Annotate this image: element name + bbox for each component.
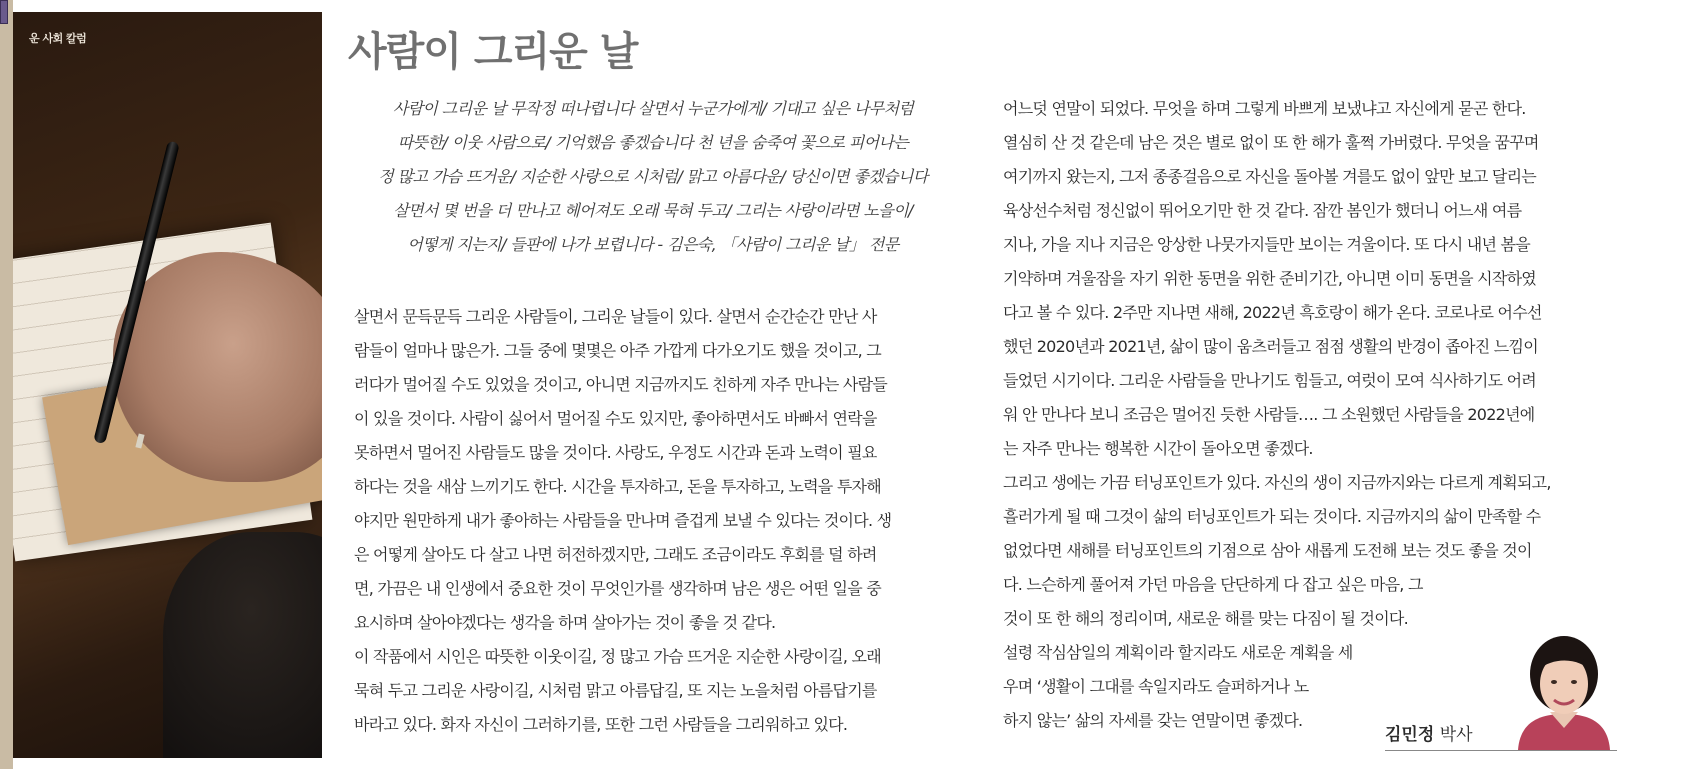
body-line: 육상선수처럼 정신없이 뛰어오기만 한 것 같다. 잠깐 봄인가 했더니 어느새 여름: [1003, 201, 1522, 220]
body-line: 들었던 시기이다. 그리운 사람들을 만나기도 힘들고, 여럿이 모여 식사하기도 어려: [1003, 371, 1536, 390]
body-line: 면, 가끔은 내 인생에서 중요한 것이 무엇인가를 생각하며 남은 생은 어떤 일을 중: [354, 579, 881, 598]
body-line: 다. 느슨하게 풀어져 가던 마음을 단단하게 다 잡고 싶은 마음, 그: [1003, 575, 1423, 594]
author-title: 박사: [1439, 725, 1473, 745]
author-photo: [1510, 628, 1618, 750]
body-line: 못하면서 멀어진 사람들도 많을 것이다. 사랑도, 우정도 시간과 돈과 노력이 필요: [354, 443, 877, 462]
body-line: 이 있을 것이다. 사람이 싫어서 멀어질 수도 있지만, 좋아하면서도 바빠서 연락을: [354, 409, 877, 428]
body-line: 요시하며 살아야겠다는 생각을 하며 살아가는 것이 좋을 것 같다.: [354, 613, 776, 632]
poem-line: 사람이 그리운 날 무작정 떠나렵니다 살면서 누군가에게/ 기대고 싶은 나무처럼: [392, 99, 914, 118]
body-line: 흘러가게 될 때 그것이 삶의 터닝포인트가 되는 것이다. 지금까지의 삶이 만족할 수: [1003, 507, 1541, 526]
body-line: 지나, 가을 지나 지금은 앙상한 나뭇가지들만 보이는 겨울이다. 또 다시 내년 봄을: [1003, 235, 1530, 254]
page-edge-marker: [0, 0, 8, 24]
body-line: 열심히 산 것 같은데 남은 것은 별로 없이 또 한 해가 훌쩍 가버렸다. 무엇을 꿈꾸며: [1003, 133, 1539, 152]
body-line: 우며 ‘생활이 그대를 속일지라도 슬퍼하거나 노: [1003, 677, 1309, 696]
poem-line: 따뜻한/ 이웃 사람으로/ 기억했음 좋겠습니다 천 년을 숨죽여 꽃으로 피어나는: [397, 133, 909, 152]
body-column-left: [354, 300, 964, 742]
adjacent-page-edge: [0, 0, 13, 769]
body-line: 했던 2020년과 2021년, 삶이 많이 움츠러들고 점점 생활의 반경이 좁아진 느낌이: [1003, 337, 1538, 356]
author-name: 김민정: [1385, 725, 1435, 745]
body-line: 것이 또 한 해의 정리이며, 새로운 해를 맞는 다짐이 될 것이다.: [1003, 609, 1408, 628]
body-line: 하지 않는’ 삶의 자세를 갖는 연말이면 좋겠다.: [1003, 711, 1303, 730]
quoted-poem: [348, 92, 958, 262]
series-label: 운 사회 칼럼: [29, 32, 87, 45]
body-line: 다고 볼 수 있다. 2주만 지나면 새해, 2022년 흑호랑이 해가 온다. 코로나로 어수선: [1003, 303, 1542, 322]
body-line: 없었다면 새해를 터닝포인트의 기점으로 삼아 새롭게 도전해 보는 것도 좋을 것이: [1003, 541, 1532, 560]
body-column-right-closing: [1003, 636, 1423, 738]
article-title: 사람이 그리운 날: [348, 29, 638, 75]
body-line: 이 작품에서 시인은 따뜻한 이웃이길, 정 많고 가슴 뜨거운 지순한 사랑이길, 오래: [354, 647, 881, 666]
body-line: 묵혀 두고 그리운 사랑이길, 시처럼 맑고 아름답길, 또 지는 노을처럼 아름답기를: [354, 681, 877, 700]
body-line: 여기까지 왔는지, 그저 종종걸음으로 자신을 돌아볼 겨를도 없이 앞만 보고 달리는: [1003, 167, 1536, 186]
body-line: 하다는 것을 새삼 느끼기도 한다. 시간을 투자하고, 돈을 투자하고, 노력을 투자해: [354, 477, 881, 496]
body-line: 그리고 생에는 가끔 터닝포인트가 있다. 자신의 생이 지금까지와는 다르게 계획되고,: [1003, 473, 1551, 492]
author-divider: [1385, 750, 1617, 751]
hero-photo-writing-hand: [13, 12, 322, 758]
body-line: 은 어떻게 살아도 다 살고 나면 허전하겠지만, 그래도 조금이라도 후회를 덜 하려: [354, 545, 877, 564]
body-line: 워 안 만나다 보니 조금은 멀어진 듯한 사람들…. 그 소원했던 사람들을 2022년에: [1003, 405, 1535, 424]
body-line: 살면서 문득문득 그리운 사람들이, 그리운 날들이 있다. 살면서 순간순간 만난 사: [354, 307, 877, 326]
body-line: 야지만 원만하게 내가 좋아하는 사람들을 만나며 즐겁게 보낼 수 있다는 것이다. 생: [354, 511, 892, 530]
author-byline: [1385, 720, 1473, 745]
body-line: 기약하며 겨울잠을 자기 위한 동면을 위한 준비기간, 아니면 이미 동면을 시작하였: [1003, 269, 1536, 288]
body-line: 러다가 멀어질 수도 있었을 것이고, 아니면 지금까지도 친하게 자주 만나는 사람들: [354, 375, 887, 394]
poem-line: 살면서 몇 번을 더 만나고 헤어져도 오래 묵혀 두고/ 그리는 사랑이라면 노을이/: [393, 201, 913, 220]
poem-line: 어떻게 지는지/ 들판에 나가 보렵니다 - 김은숙, 「사람이 그리운 날」 전문: [407, 235, 899, 254]
body-line: 는 자주 만나는 행복한 시간이 돌아오면 좋겠다.: [1003, 439, 1313, 458]
body-line: 어느덧 연말이 되었다. 무엇을 하며 그렇게 바쁘게 보냈냐고 자신에게 묻곤 한다.: [1003, 99, 1526, 118]
body-line: 설령 작심삼일의 계획이라 할지라도 새로운 계획을 세: [1003, 643, 1353, 662]
body-line: 바라고 있다. 화자 자신이 그러하기를, 또한 그런 사람들을 그리워하고 있다.: [354, 715, 848, 734]
photo-sleeve: [163, 532, 322, 758]
poem-line: 정 많고 가슴 뜨거운/ 지순한 사랑으로 시처럼/ 맑고 아름다운/ 당신이면 좋겠습니다: [378, 167, 928, 186]
body-line: 람들이 얼마나 많은가. 그들 중에 몇몇은 아주 가깝게 다가오기도 했을 것이고, 그: [354, 341, 881, 360]
body-column-right: [1003, 92, 1633, 636]
